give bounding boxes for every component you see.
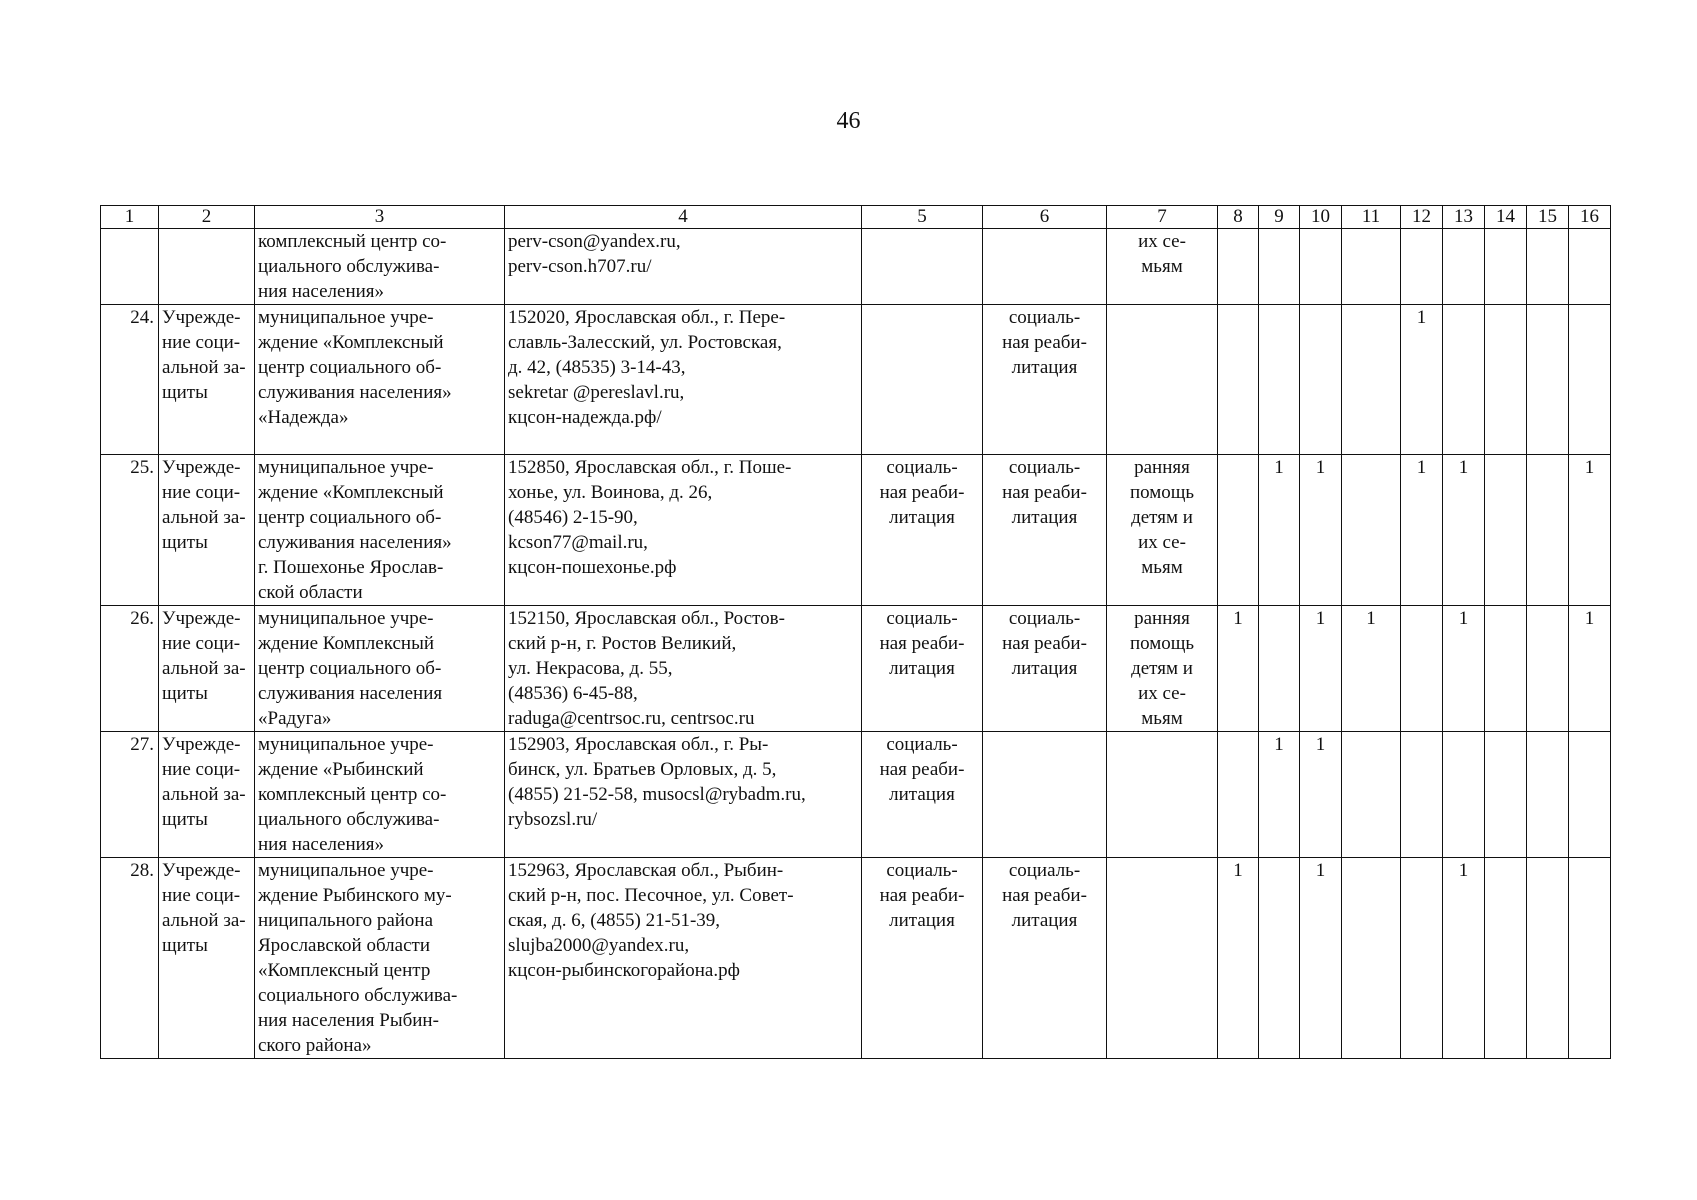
mark-col12-cell bbox=[1401, 732, 1443, 858]
institution-name-cell-line: ждение «Комплексный bbox=[258, 482, 444, 503]
institution-name-cell-line: «Надежда» bbox=[258, 407, 349, 428]
institution-type-cell-line: ние соци- bbox=[162, 759, 241, 780]
institution-name-cell-line: ния населения Рыбин- bbox=[258, 1010, 439, 1031]
service-col5-cell-line: социаль- bbox=[886, 860, 958, 881]
institution-name-cell-line: муниципальное учре- bbox=[258, 457, 434, 478]
address-contacts-cell-line: raduga@centrsoc.ru, centrsoc.ru bbox=[508, 708, 755, 729]
institution-name-cell-line: ждение Рыбинского му- bbox=[258, 885, 452, 906]
column-header-13: 13 bbox=[1443, 206, 1485, 229]
institution-name-cell-line: «Комплексный центр bbox=[258, 960, 431, 981]
service-col5-cell-line: литация bbox=[889, 658, 955, 679]
institution-name-cell-line: служивания населения» bbox=[258, 382, 452, 403]
institution-name-cell-line: социального обслужива- bbox=[258, 985, 458, 1006]
institution-type-cell-line: альной за- bbox=[162, 910, 246, 931]
service-col5-cell bbox=[862, 858, 983, 1059]
institution-name-cell-line: ского района» bbox=[258, 1035, 372, 1056]
column-header-4: 4 bbox=[505, 206, 862, 229]
row-number-cell: 26. bbox=[101, 606, 159, 732]
service-col7-cell bbox=[1107, 305, 1218, 455]
institution-type-cell-line: ние соци- bbox=[162, 482, 241, 503]
mark-col9-cell bbox=[1259, 229, 1300, 305]
mark-col15-cell bbox=[1527, 606, 1569, 732]
row-number-cell bbox=[101, 229, 159, 305]
institution-name-cell-line: муниципальное учре- bbox=[258, 860, 434, 881]
service-col6-cell-line: социаль- bbox=[1008, 457, 1081, 478]
mark-col14-cell bbox=[1485, 858, 1527, 1059]
mark-col13-cell: 1 bbox=[1443, 455, 1485, 606]
column-header-6: 6 bbox=[983, 206, 1107, 229]
address-contacts-cell bbox=[505, 606, 862, 732]
mark-col8-cell bbox=[1218, 305, 1259, 455]
institution-type-cell-line: альной за- bbox=[162, 507, 246, 528]
mark-col16-cell bbox=[1569, 229, 1611, 305]
mark-col8-cell bbox=[1218, 455, 1259, 606]
institution-name-cell bbox=[255, 732, 505, 858]
column-header-14: 14 bbox=[1485, 206, 1527, 229]
institution-type-cell-line: ние соци- bbox=[162, 885, 241, 906]
mark-col14-cell bbox=[1485, 229, 1527, 305]
mark-col10-cell bbox=[1300, 229, 1342, 305]
mark-col15-cell bbox=[1527, 229, 1569, 305]
service-col7-cell bbox=[1107, 229, 1218, 305]
mark-col13-cell bbox=[1443, 305, 1485, 455]
institution-name-cell-line: ждение «Комплексный bbox=[258, 332, 444, 353]
mark-col11-cell bbox=[1342, 732, 1401, 858]
service-col6-cell bbox=[983, 305, 1107, 455]
mark-col12-cell bbox=[1401, 606, 1443, 732]
address-contacts-cell-line: 152850, Ярославская обл., г. Поше- bbox=[508, 457, 792, 478]
mark-col9-cell bbox=[1259, 606, 1300, 732]
mark-col13-cell: 1 bbox=[1443, 606, 1485, 732]
service-col5-cell-line: литация bbox=[889, 910, 955, 931]
institution-name-cell bbox=[255, 455, 505, 606]
service-col7-cell-line: ранняя bbox=[1134, 608, 1190, 629]
address-contacts-cell-line: (4855) 21-52-58, musocsl@rybadm.ru, bbox=[508, 784, 806, 805]
service-col7-cell-line: помощь bbox=[1129, 633, 1195, 654]
address-contacts-cell-line: 152963, Ярославская обл., Рыбин- bbox=[508, 860, 784, 881]
institution-name-cell-line: ниципального района bbox=[258, 910, 434, 931]
mark-col12-cell bbox=[1401, 858, 1443, 1059]
institution-name-cell-line: циального обслужива- bbox=[258, 809, 440, 830]
mark-col14-cell bbox=[1485, 455, 1527, 606]
column-header-3: 3 bbox=[255, 206, 505, 229]
service-col5-cell-line: литация bbox=[889, 784, 955, 805]
mark-col15-cell bbox=[1527, 858, 1569, 1059]
service-col5-cell-line: ная реаби- bbox=[879, 759, 965, 780]
column-header-15: 15 bbox=[1527, 206, 1569, 229]
mark-col9-cell: 1 bbox=[1259, 455, 1300, 606]
address-contacts-cell bbox=[505, 858, 862, 1059]
address-contacts-cell-line: ул. Некрасова, д. 55, bbox=[508, 658, 673, 679]
institution-type-cell-line: ние соци- bbox=[162, 332, 241, 353]
address-contacts-cell-line: perv-cson.h707.ru/ bbox=[508, 256, 652, 277]
institution-name-cell-line: центр социального об- bbox=[258, 357, 442, 378]
address-contacts-cell bbox=[505, 305, 862, 455]
institution-type-cell-line: Учрежде- bbox=[162, 734, 241, 755]
service-col5-cell-line: ная реаби- bbox=[879, 482, 965, 503]
institution-name-cell-line: центр социального об- bbox=[258, 507, 442, 528]
mark-col15-cell bbox=[1527, 732, 1569, 858]
institution-type-cell-line: Учрежде- bbox=[162, 307, 241, 328]
service-col7-cell-line: детям и bbox=[1131, 507, 1193, 528]
mark-col16-cell: 1 bbox=[1569, 455, 1611, 606]
mark-col16-cell bbox=[1569, 858, 1611, 1059]
service-col6-cell-line: ная реаби- bbox=[1002, 885, 1087, 906]
institution-type-cell-line: Учрежде- bbox=[162, 860, 241, 881]
address-contacts-cell-line: (48546) 2-15-90, bbox=[508, 507, 638, 528]
institution-type-cell-line: щиты bbox=[162, 382, 208, 403]
service-col6-cell-line: социаль- bbox=[1008, 307, 1081, 328]
service-col5-cell-line: социаль- bbox=[886, 457, 958, 478]
institution-type-cell-line: щиты bbox=[162, 532, 208, 553]
column-header-5: 5 bbox=[862, 206, 983, 229]
institution-name-cell bbox=[255, 606, 505, 732]
institution-name-cell-line: служивания населения» bbox=[258, 532, 452, 553]
address-contacts-cell-line: бинск, ул. Братьев Орловых, д. 5, bbox=[508, 759, 777, 780]
mark-col8-cell bbox=[1218, 732, 1259, 858]
mark-col14-cell bbox=[1485, 732, 1527, 858]
row-number-cell: 24. bbox=[101, 305, 159, 455]
service-col7-cell-line: ранняя bbox=[1134, 457, 1190, 478]
mark-col9-cell bbox=[1259, 858, 1300, 1059]
service-col6-cell bbox=[983, 455, 1107, 606]
column-header-10: 10 bbox=[1300, 206, 1342, 229]
service-col6-cell-line: ная реаби- bbox=[1002, 332, 1087, 353]
institution-type-cell-line: Учрежде- bbox=[162, 608, 241, 629]
institution-name-cell bbox=[255, 858, 505, 1059]
institutions-table bbox=[100, 205, 1611, 1059]
institution-name-cell-line: ния населения» bbox=[258, 834, 385, 855]
service-col6-cell-line: литация bbox=[1011, 910, 1078, 931]
service-col7-cell-line: мьям bbox=[1141, 256, 1183, 277]
institution-name-cell-line: муниципальное учре- bbox=[258, 307, 434, 328]
table-row bbox=[101, 732, 1611, 858]
address-contacts-cell-line: 152020, Ярославская обл., г. Пере- bbox=[508, 307, 786, 328]
address-contacts-cell-line: д. 42, (48535) 3-14-43, bbox=[508, 357, 686, 378]
address-contacts-cell-line: rybsozsl.ru/ bbox=[508, 809, 598, 830]
mark-col11-cell bbox=[1342, 455, 1401, 606]
service-col5-cell-line: социаль- bbox=[886, 608, 958, 629]
service-col7-cell-line: их се- bbox=[1138, 683, 1186, 704]
column-header-2: 2 bbox=[159, 206, 255, 229]
table-row bbox=[101, 305, 1611, 455]
institution-name-cell-line: муниципальное учре- bbox=[258, 734, 434, 755]
institution-type-cell-line: щиты bbox=[162, 809, 208, 830]
address-contacts-cell bbox=[505, 455, 862, 606]
service-col6-cell-line: литация bbox=[1011, 507, 1078, 528]
mark-col15-cell bbox=[1527, 305, 1569, 455]
institution-name-cell-line: комплексный центр со- bbox=[258, 784, 447, 805]
service-col6-cell-line: литация bbox=[1011, 658, 1078, 679]
institution-name-cell-line: Ярославской области bbox=[258, 935, 430, 956]
row-number-cell: 28. bbox=[101, 858, 159, 1059]
mark-col10-cell: 1 bbox=[1300, 732, 1342, 858]
mark-col12-cell: 1 bbox=[1401, 305, 1443, 455]
address-contacts-cell-line: 152150, Ярославская обл., Ростов- bbox=[508, 608, 785, 629]
mark-col11-cell bbox=[1342, 305, 1401, 455]
column-header-8: 8 bbox=[1218, 206, 1259, 229]
table-row bbox=[101, 229, 1611, 305]
service-col6-cell-line: социаль- bbox=[1008, 608, 1081, 629]
mark-col14-cell bbox=[1485, 606, 1527, 732]
institution-name-cell-line: ния населения» bbox=[258, 281, 385, 302]
institution-type-cell-line: альной за- bbox=[162, 658, 246, 679]
column-header-1: 1 bbox=[101, 206, 159, 229]
address-contacts-cell-line: хонье, ул. Воинова, д. 26, bbox=[508, 482, 713, 503]
service-col6-cell-line: ная реаби- bbox=[1002, 633, 1087, 654]
service-col7-cell bbox=[1107, 606, 1218, 732]
mark-col10-cell: 1 bbox=[1300, 606, 1342, 732]
institution-type-cell bbox=[159, 732, 255, 858]
institution-type-cell bbox=[159, 858, 255, 1059]
address-contacts-cell-line: славль-Залесский, ул. Ростовская, bbox=[508, 332, 782, 353]
institution-type-cell bbox=[159, 606, 255, 732]
address-contacts-cell-line: slujba2000@yandex.ru, bbox=[508, 935, 690, 956]
service-col5-cell bbox=[862, 305, 983, 455]
service-col5-cell-line: литация bbox=[889, 507, 955, 528]
address-contacts-cell-line: ский р-н, пос. Песочное, ул. Совет- bbox=[508, 885, 794, 906]
institution-name-cell bbox=[255, 305, 505, 455]
column-header-16: 16 bbox=[1569, 206, 1611, 229]
mark-col13-cell bbox=[1443, 229, 1485, 305]
column-header-12: 12 bbox=[1401, 206, 1443, 229]
address-contacts-cell-line: ский р-н, г. Ростов Великий, bbox=[508, 633, 737, 654]
mark-col9-cell: 1 bbox=[1259, 732, 1300, 858]
service-col7-cell bbox=[1107, 455, 1218, 606]
mark-col16-cell: 1 bbox=[1569, 606, 1611, 732]
mark-col9-cell bbox=[1259, 305, 1300, 455]
institution-type-cell-line: щиты bbox=[162, 935, 208, 956]
service-col7-cell-line: мьям bbox=[1141, 557, 1183, 578]
institution-type-cell-line: щиты bbox=[162, 683, 208, 704]
mark-col8-cell: 1 bbox=[1218, 606, 1259, 732]
column-header-row bbox=[101, 206, 1611, 229]
mark-col10-cell bbox=[1300, 305, 1342, 455]
table-row bbox=[101, 858, 1611, 1059]
mark-col14-cell bbox=[1485, 305, 1527, 455]
service-col6-cell bbox=[983, 732, 1107, 858]
address-contacts-cell-line: кцсон-надежда.рф/ bbox=[508, 407, 662, 428]
institution-type-cell-line: альной за- bbox=[162, 784, 246, 805]
institution-name-cell-line: муниципальное учре- bbox=[258, 608, 434, 629]
mark-col11-cell: 1 bbox=[1342, 606, 1401, 732]
address-contacts-cell-line: perv-cson@yandex.ru, bbox=[508, 231, 681, 252]
table-row bbox=[101, 606, 1611, 732]
mark-col10-cell: 1 bbox=[1300, 858, 1342, 1059]
institution-name-cell-line: ской области bbox=[258, 582, 363, 603]
service-col6-cell bbox=[983, 858, 1107, 1059]
service-col5-cell bbox=[862, 229, 983, 305]
address-contacts-cell-line: kcson77@mail.ru, bbox=[508, 532, 648, 553]
institution-name-cell-line: комплексный центр со- bbox=[258, 231, 447, 252]
service-col5-cell-line: ная реаби- bbox=[879, 633, 965, 654]
service-col7-cell bbox=[1107, 858, 1218, 1059]
service-col6-cell bbox=[983, 229, 1107, 305]
service-col5-cell-line: ная реаби- bbox=[879, 885, 965, 906]
institution-type-cell-line: Учрежде- bbox=[162, 457, 241, 478]
institution-type-cell bbox=[159, 229, 255, 305]
mark-col11-cell bbox=[1342, 229, 1401, 305]
mark-col16-cell bbox=[1569, 305, 1611, 455]
mark-col12-cell bbox=[1401, 229, 1443, 305]
column-header-7: 7 bbox=[1107, 206, 1218, 229]
address-contacts-cell-line: ская, д. 6, (4855) 21-51-39, bbox=[508, 910, 721, 931]
column-header-9: 9 bbox=[1259, 206, 1300, 229]
service-col5-cell bbox=[862, 455, 983, 606]
address-contacts-cell bbox=[505, 229, 862, 305]
institution-name-cell bbox=[255, 229, 505, 305]
service-col7-cell-line: детям и bbox=[1131, 658, 1193, 679]
row-number-cell: 27. bbox=[101, 732, 159, 858]
service-col6-cell-line: ная реаби- bbox=[1002, 482, 1087, 503]
page-number: 46 bbox=[836, 108, 861, 134]
institution-name-cell-line: «Радуга» bbox=[258, 708, 332, 729]
service-col5-cell-line: социаль- bbox=[886, 734, 958, 755]
institution-name-cell-line: служивания населения bbox=[258, 683, 443, 704]
row-number-cell: 25. bbox=[101, 455, 159, 606]
mark-col16-cell bbox=[1569, 732, 1611, 858]
service-col7-cell-line: помощь bbox=[1129, 482, 1195, 503]
address-contacts-cell-line: 152903, Ярославская обл., г. Ры- bbox=[508, 734, 769, 755]
column-header-11: 11 bbox=[1342, 206, 1401, 229]
mark-col13-cell bbox=[1443, 732, 1485, 858]
table-row bbox=[101, 455, 1611, 606]
institution-type-cell bbox=[159, 305, 255, 455]
mark-col12-cell: 1 bbox=[1401, 455, 1443, 606]
service-col5-cell bbox=[862, 732, 983, 858]
institution-type-cell-line: ние соци- bbox=[162, 633, 241, 654]
institution-name-cell-line: ждение Комплексный bbox=[258, 633, 435, 654]
institution-name-cell-line: ждение «Рыбинский bbox=[258, 759, 424, 780]
mark-col8-cell bbox=[1218, 229, 1259, 305]
service-col5-cell bbox=[862, 606, 983, 732]
service-col7-cell bbox=[1107, 732, 1218, 858]
service-col6-cell bbox=[983, 606, 1107, 732]
service-col6-cell-line: литация bbox=[1011, 357, 1078, 378]
institution-type-cell bbox=[159, 455, 255, 606]
address-contacts-cell-line: кцсон-пошехонье.рф bbox=[508, 557, 677, 578]
address-contacts-cell-line: (48536) 6-45-88, bbox=[508, 683, 638, 704]
service-col7-cell-line: мьям bbox=[1141, 708, 1183, 729]
institution-name-cell-line: г. Пошехонье Ярослав- bbox=[258, 557, 444, 578]
mark-col8-cell: 1 bbox=[1218, 858, 1259, 1059]
address-contacts-cell-line: кцсон-рыбинскогорайона.рф bbox=[508, 960, 740, 981]
address-contacts-cell-line: sekretar @pereslavl.ru, bbox=[508, 382, 685, 403]
mark-col13-cell: 1 bbox=[1443, 858, 1485, 1059]
institution-type-cell-line: альной за- bbox=[162, 357, 246, 378]
service-col6-cell-line: социаль- bbox=[1008, 860, 1081, 881]
mark-col10-cell: 1 bbox=[1300, 455, 1342, 606]
mark-col15-cell bbox=[1527, 455, 1569, 606]
service-col7-cell-line: их се- bbox=[1138, 231, 1186, 252]
institution-name-cell-line: центр социального об- bbox=[258, 658, 442, 679]
institution-name-cell-line: циального обслужива- bbox=[258, 256, 440, 277]
address-contacts-cell bbox=[505, 732, 862, 858]
mark-col11-cell bbox=[1342, 858, 1401, 1059]
service-col7-cell-line: их се- bbox=[1138, 532, 1186, 553]
